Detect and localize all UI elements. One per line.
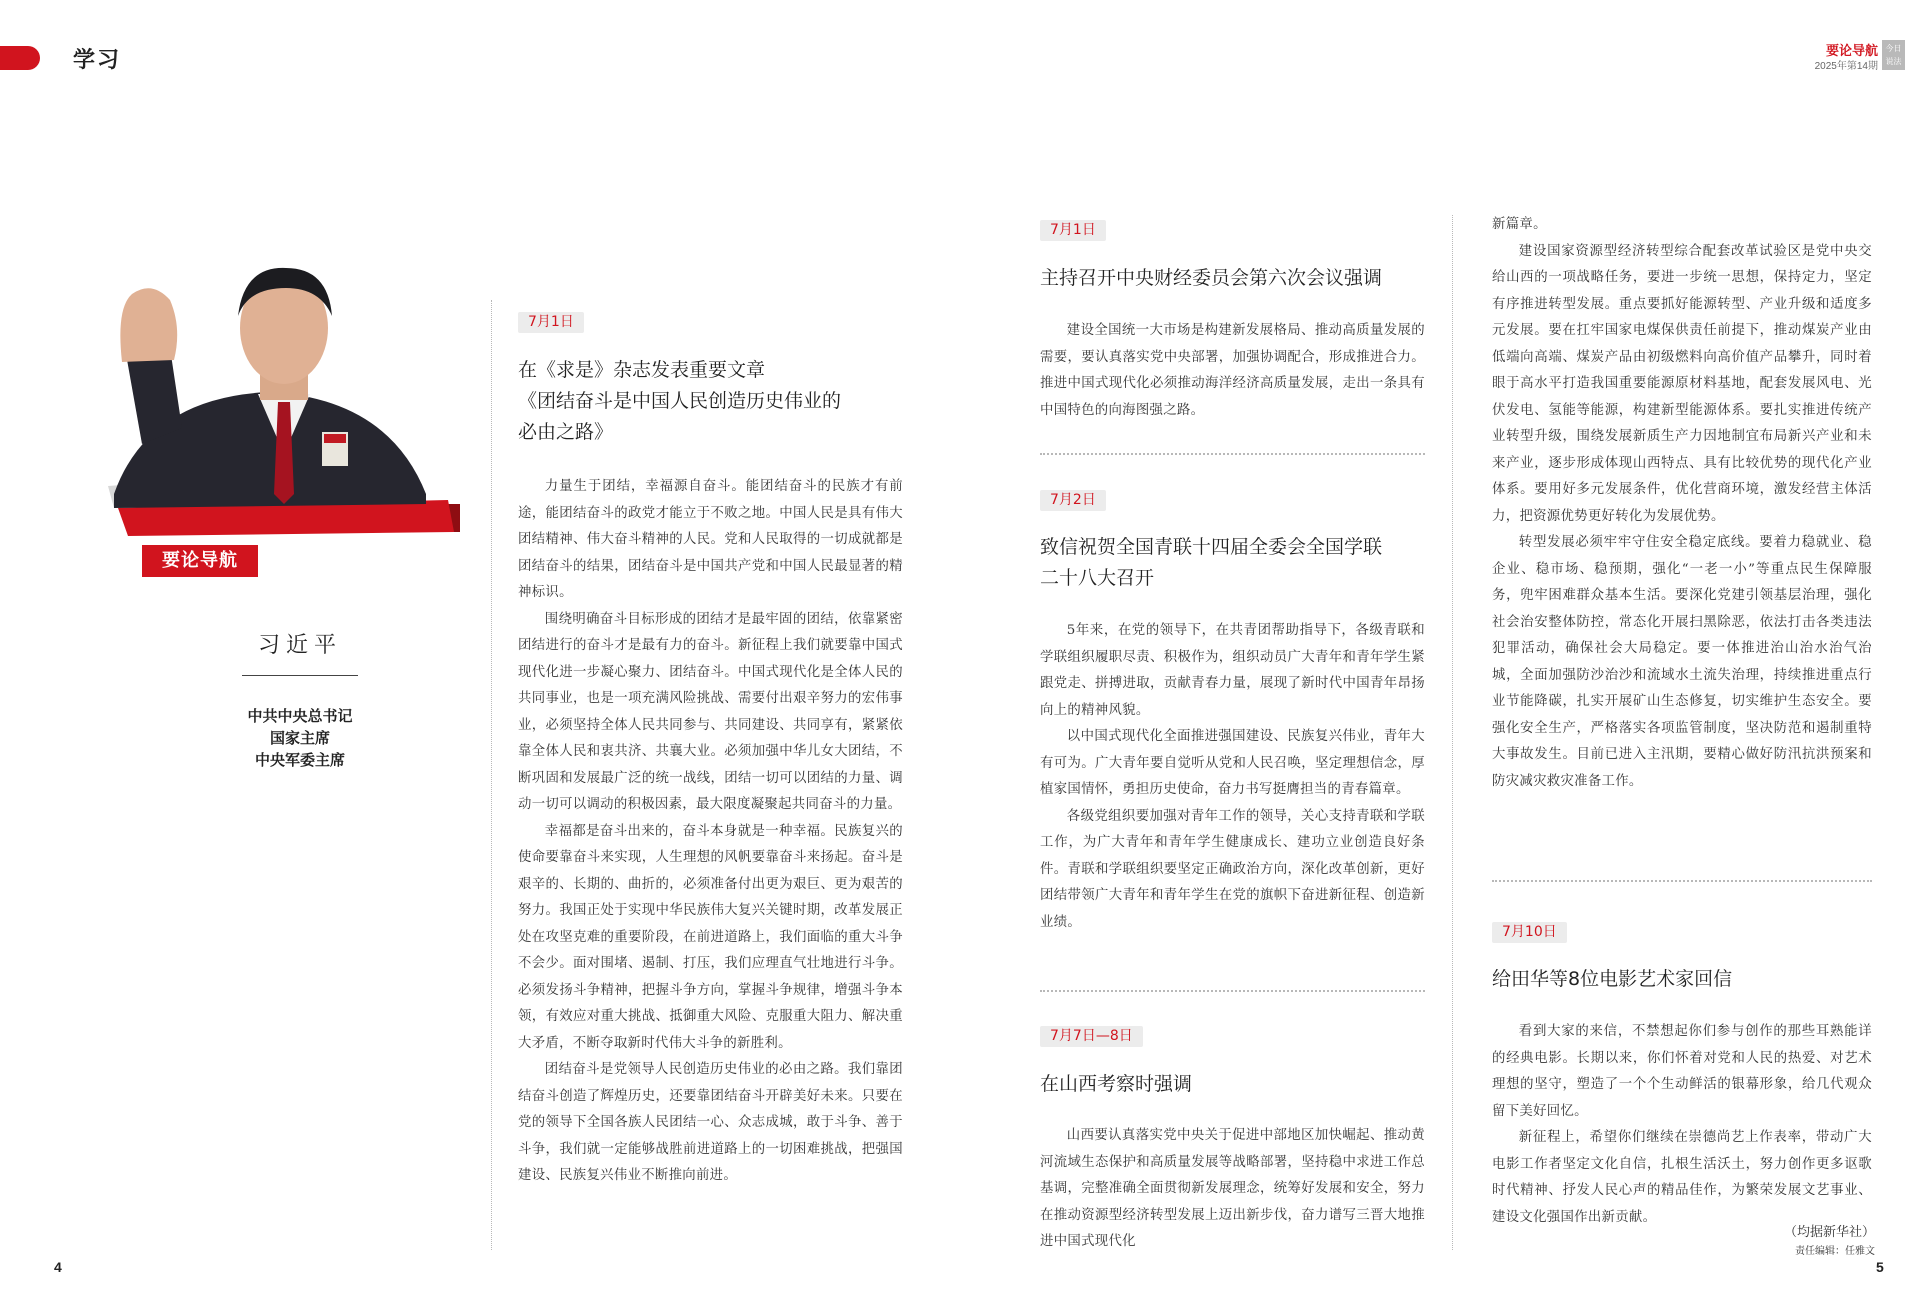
author-title: 中央军委主席 — [254, 751, 345, 769]
article-headline — [1492, 964, 1872, 995]
magazine-brand — [1770, 40, 1910, 74]
column-divider — [1452, 215, 1453, 1250]
paragraph: 新征程上，希望你们继续在崇德尚艺上作表率，带动广大电影工作者坚定文化自信，扎根生活沃土，努力创作更多讴歌时代精神、抒发人民心声的精品佳作，为繁荣发展文艺事业、建设文化强国作出新贡献。 — [1492, 1130, 1872, 1225]
paragraph: 建设全国统一大市场是构建新发展格局、推动高质量发展的需要，要认真落实党中央部署，加强协调配合，形成推进合力。推进中国式现代化必须推动海洋经济高质量发展，走出一条具有中国特色的向海图强之路。 — [1040, 323, 1425, 418]
column-divider — [491, 300, 492, 1250]
paragraph: 新篇章。 — [1492, 217, 1547, 232]
source-credit: （均据新华社） — [1783, 1225, 1875, 1240]
headline-line: 必由之路》 — [518, 421, 614, 443]
section-separator — [1040, 453, 1425, 455]
section-separator — [1040, 990, 1425, 992]
article-headline — [518, 355, 898, 448]
date-tag: 7月2日 — [1040, 490, 1106, 511]
page-number: 4 — [54, 1259, 62, 1275]
article-body — [1040, 618, 1425, 936]
paragraph: 团结奋斗是党领导人民创造历史伟业的必由之路。我们靠团结奋斗创造了辉煌历史，还要靠团结奋斗开辟美好未来。只要在党的领导下全国各族人民团结一心、众志成城，敢于斗争、善于斗争，我们就一定能够战胜前进道路上的一切困难挑战，把强国建设、民族复兴伟业不断推向前进。 — [518, 1062, 903, 1183]
paragraph: 以中国式现代化全面推进强国建设、民族复兴伟业，青年大有可为。广大青年要自觉听从党和人民召唤，坚定理想信念，厚植家国情怀，勇担历史使命，奋力书写挺膺担当的青春篇章。 — [1040, 729, 1425, 797]
section-marker — [0, 46, 40, 70]
brand-issue: 2025年第14期 — [1814, 61, 1878, 72]
editor-credit: 责任编辑：任雅文 — [1795, 1246, 1875, 1257]
article-body — [1040, 318, 1425, 424]
headline-line: 致信祝贺全国青联十四届全委会全国学联 — [1040, 536, 1383, 558]
headline-line: 二十八大召开 — [1040, 567, 1155, 589]
paragraph: 建设国家资源型经济转型综合配套改革试验区是党中央交给山西的一项战略任务，要进一步统一思想，保持定力，坚定有序推进转型发展。重点要抓好能源转型、产业升级和适度多元发展。要在扛牢国家电煤保供责任前提下，推动煤炭产业由低端向高端、煤炭产品由初级燃料向高价值产品攀升，同时着眼于高水平打造我国重要能源原材料基地，配套发展风电、光伏发电、氢能等能源，构建新型能源体系。要扎实推进传统产业转型升级，围绕发展新质生产力因地制宜布局新兴产业和未来产业，逐步形成体现山西特点、具有比较优势的现代化产业体系。要用好多元发展条件，优化营商环境，激发经营主体活力，把资源优势更好转化为发展优势。 — [1492, 243, 1872, 524]
paragraph: 5年来，在党的领导下，在共青团帮助指导下，各级青联和学联组织履职尽责、积极作为，组织动员广大青年和青年学生紧跟党走、拼搏进取，贡献青春力量，展现了新时代中国青年昂扬向上的精神风貌。 — [1040, 623, 1425, 718]
author-divider — [242, 675, 358, 676]
author-name: 习近平 — [257, 633, 342, 658]
headline-line: 《团结奋斗是中国人民创造历史伟业的 — [518, 390, 842, 412]
paragraph: 各级党组织要加强对青年工作的领导，关心支持青联和学联工作，为广大青年和青年学生健康成长、建功立业创造良好条件。青联和学联组织要坚定正确政治方向，深化改革创新，更好团结带领广大青年和青年学生在党的旗帜下奋进新征程、创造新业绩。 — [1040, 808, 1425, 930]
article-body — [1492, 212, 1872, 795]
article-headline — [1040, 532, 1430, 594]
paragraph: 转型发展必须牢牢守住安全稳定底线。要着力稳就业、稳企业、稳市场、稳预期，强化“一老一小”等重点民生保障服务，兜牢困难群众基本生活。要深化党建引领基层治理，强化社会治安整体防控，常态化开展扫黑除恶，依法打击各类违法犯罪活动，确保社会大局稳定。要一体推进治山治水治气治城，全面加强防沙治沙和流域水土流失治理，持续推进重点行业节能降碳，扎实开展矿山生态修复，切实维护生态安全。要强化安全生产，严格落实各项监管制度，坚决防范和遏制重特大事故发生。目前已进入主汛期，要精心做好防汛抗洪预案和防灾减灾救灾准备工作。 — [1492, 535, 1872, 789]
section-title: 学习 — [73, 48, 122, 73]
date-tag: 7月10日 — [1492, 922, 1567, 943]
article-body — [1492, 1019, 1872, 1231]
section-separator — [1492, 880, 1872, 882]
author-title: 国家主席 — [269, 729, 330, 747]
article-headline — [1040, 263, 1430, 294]
column-badge: 要论导航 — [142, 545, 258, 577]
date-tag: 7月1日 — [518, 312, 584, 333]
headline-line: 主持召开中央财经委员会第六次会议强调 — [1040, 267, 1383, 289]
paragraph: 幸福都是奋斗出来的，奋斗本身就是一种幸福。民族复兴的使命要靠奋斗来实现，人生理想的风帆要靠奋斗来扬起。奋斗是艰辛的、长期的、曲折的，必须准备付出更为艰巨、更为艰苦的努力。我国正处于实现中华民族伟大复兴关键时期，改革发展正处在攻坚克难的重要阶段，在前进道路上，我们面临的重大斗争不会少。面对围堵、遏制、打压，我们应理直气壮地进行斗争。必须发扬斗争精神，把握斗争方向，掌握斗争规律，增强斗争本领，有效应对重大挑战、抵御重大风险、克服重大阻力、解决重大矛盾，不断夺取新时代伟大斗争的新胜利。 — [518, 823, 903, 1051]
date-tag: 7月1日 — [1040, 220, 1106, 241]
article-headline — [1040, 1069, 1430, 1100]
paragraph: 围绕明确奋斗目标形成的团结才是最牢固的团结，依靠紧密团结进行的奋斗才是最有力的奋斗。新征程上我们就要靠中国式现代化进一步凝心聚力、团结奋斗。中国式现代化是全体人民的共同事业，也是一项充满风险挑战、需要付出艰辛努力的宏伟事业，必须坚持全体人民共同参与、共同建设、共同享有，紧紧依靠全体人民和衷共济、共襄大业。必须加强中华儿女大团结，不断巩固和发展最广泛的统一战线，团结一切可以团结的力量、调动一切可以调动的积极因素，最大限度凝聚起共同奋斗的力量。 — [518, 611, 903, 812]
article-body — [518, 474, 903, 1190]
article-body — [1040, 1123, 1425, 1256]
author-title: 中共中央总书记 — [247, 707, 353, 725]
brand-name: 要论导航 — [1825, 44, 1878, 59]
brand-badge: 今日 说法 — [1882, 40, 1905, 70]
paragraph: 力量生于团结，幸福源自奋斗。能团结奋斗的民族才有前途，能团结奋斗的政党才能立于不败之地。中国人民是具有伟大团结精神、伟大奋斗精神的人民。党和人民取得的一切成就都是团结奋斗的结果，团结奋斗是中国共产党和中国人民最显著的精神标识。 — [518, 479, 903, 600]
headline-line: 在《求是》杂志发表重要文章 — [518, 359, 766, 381]
headline-line: 给田华等8位电影艺术家回信 — [1492, 968, 1733, 990]
page-number: 5 — [1876, 1259, 1884, 1275]
paragraph: 看到大家的来信，不禁想起你们参与创作的那些耳熟能详的经典电影。长期以来，你们怀着对党和人民的热爱、对艺术理想的坚守，塑造了一个个生动鲜活的银幕形象，给几代观众留下美好回忆。 — [1492, 1024, 1872, 1119]
headline-line: 在山西考察时强调 — [1040, 1073, 1193, 1095]
paragraph: 山西要认真落实党中央关于促进中部地区加快崛起、推动黄河流域生态保护和高质量发展等战略部署，坚持稳中求进工作总基调，完整准确全面贯彻新发展理念，统筹好发展和安全，努力在推动资源型经济转型发展上迈出新步伐，奋力谱写三晋大地推进中国式现代化 — [1040, 1128, 1425, 1249]
portrait-photo — [108, 232, 460, 536]
date-tag: 7月7日—8日 — [1040, 1026, 1143, 1047]
